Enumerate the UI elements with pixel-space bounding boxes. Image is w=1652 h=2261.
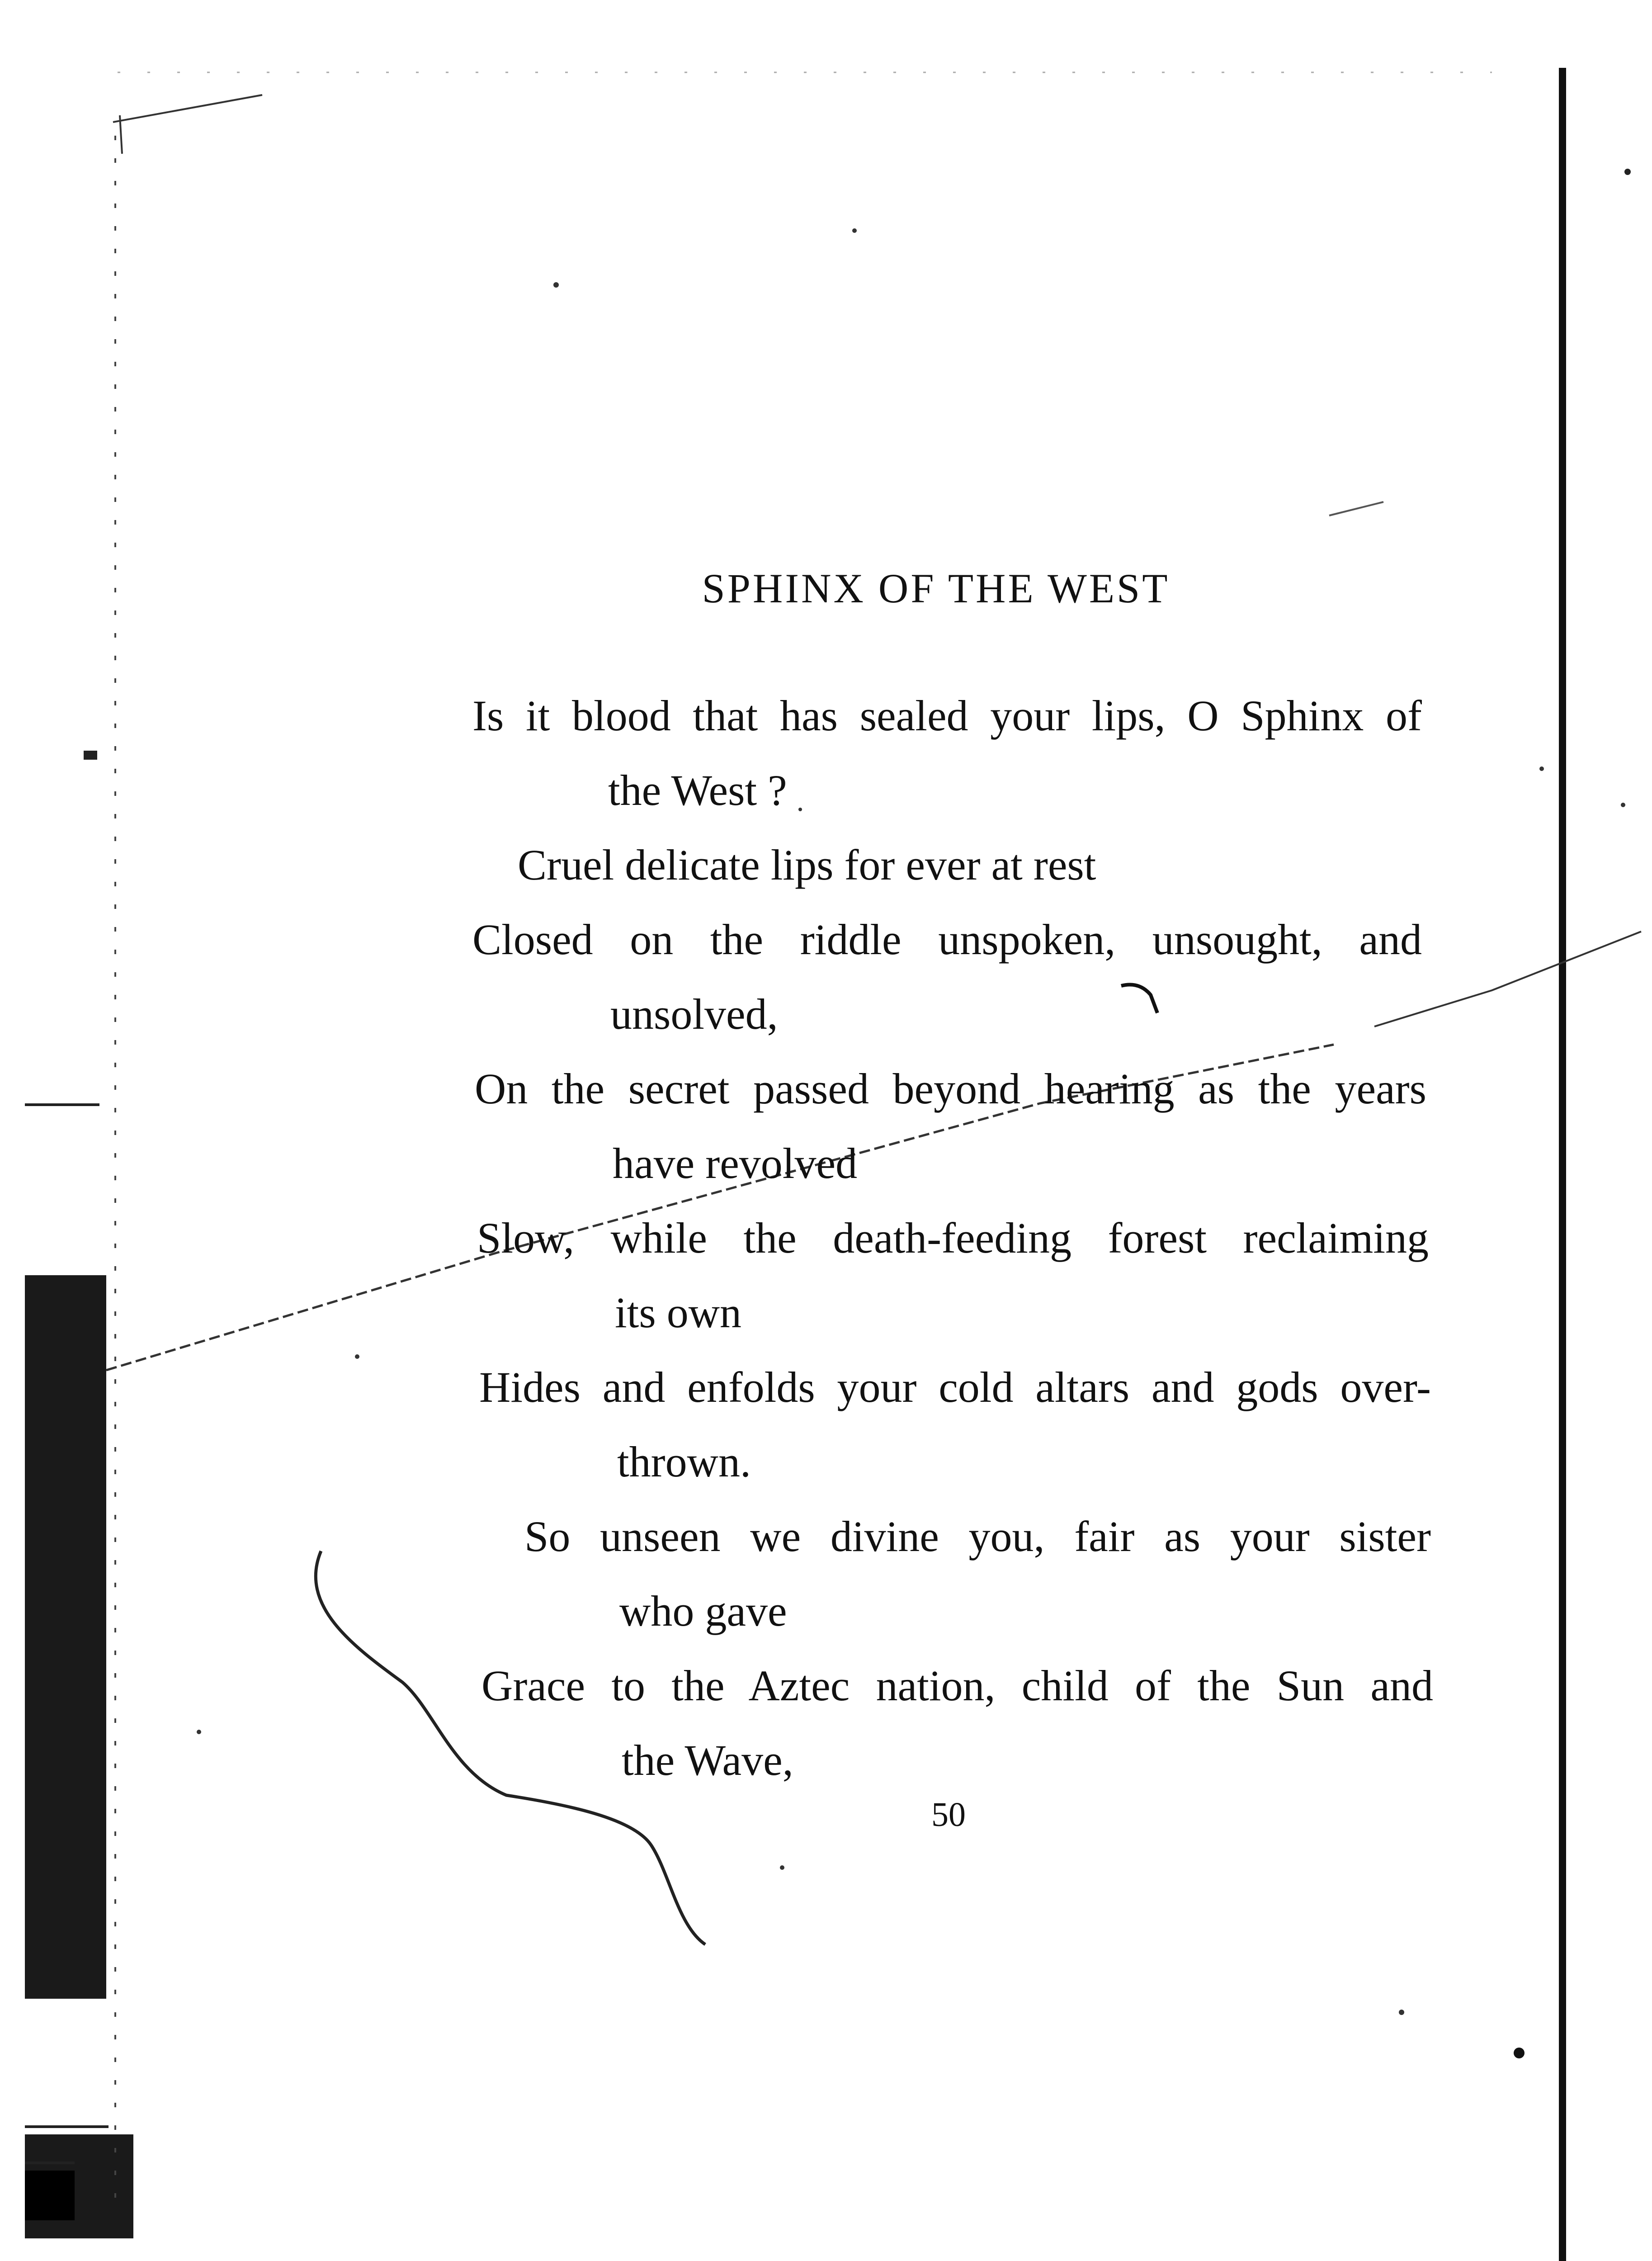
dust-speck [355,1354,359,1359]
dust-speck [1624,169,1631,175]
poem-line: who gave [619,1587,787,1635]
dust-speck [553,282,559,288]
poem-line: have revolved [613,1139,858,1187]
poem-title: SPHINX OF THE WEST [702,565,1170,611]
pencil-tick-mark [1121,985,1157,1013]
left-edge-mark [84,751,97,760]
dust-speck [852,228,857,233]
poem-line: Closed on the riddle unspoken, unsought, and [472,915,1422,964]
pencil-dash-mark [1329,502,1383,516]
poem-line: its own [615,1288,742,1337]
poem-line: On the secret passed beyond hearing as the years [475,1064,1426,1113]
left-binding-shadow-bottom [25,2171,75,2220]
poem-line: unsolved, [610,990,778,1038]
poem-line: Slow, while the death-feeding forest reclaiming [477,1214,1429,1262]
poem-line: Is it blood that has sealed your lips, O Sphinx of [472,691,1422,740]
right-edge-rule [1559,68,1566,2261]
left-edge-dash [25,1103,99,1106]
poem-line: thrown. [617,1438,751,1486]
dust-speck [1514,2048,1525,2058]
poem-line: So unseen we divine you, fair as your sister [524,1512,1431,1561]
corner-scribble [113,95,262,154]
poem-line: the Wave, [622,1736,793,1784]
dust-speck [780,1865,784,1870]
page-number: 50 [931,1796,966,1834]
dust-speck [1621,803,1625,807]
poem-line: Hides and enfolds your cold altars and gods over- [479,1363,1431,1411]
poem-line: Cruel delicate lips for ever at rest [518,841,1096,889]
dust-speck [1539,766,1544,771]
left-binding-shadow [25,1275,106,1999]
poem-line: the West ? [608,766,787,814]
left-binding-shadow-lower [25,2134,133,2238]
dust-speck [197,1730,201,1734]
poem-line: Grace to the Aztec nation, child of the Sun and [481,1661,1433,1710]
left-edge-dash [25,2125,109,2128]
dust-speck [798,808,802,811]
dust-speck [1399,2010,1404,2015]
left-edge-dash [25,2162,75,2164]
